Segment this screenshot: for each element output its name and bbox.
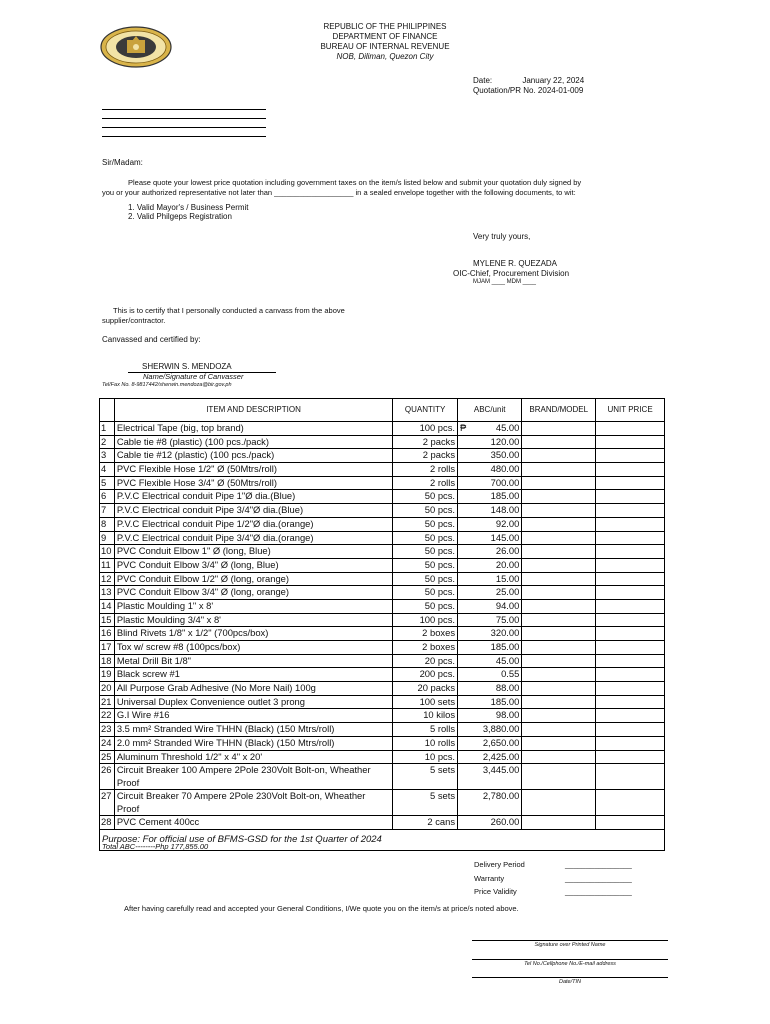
header-abc-unit: ABC/unit — [458, 399, 522, 422]
item-description: PVC Flexible Hose 1/2" Ø (50Mtrs/roll) — [114, 463, 392, 477]
item-description: 3.5 mm² Stranded Wire THHN (Black) (150 Mtrs/roll) — [114, 723, 392, 737]
item-number: 18 — [100, 654, 115, 668]
item-brand-model — [522, 435, 596, 449]
item-brand-model — [522, 723, 596, 737]
item-description: Blind Rivets 1/8" x 1/2" (700pcs/box) — [114, 627, 392, 641]
price-validity-label: Price Validity — [474, 887, 517, 896]
item-abc-unit: 320.00 — [458, 627, 522, 641]
item-abc-unit: 185.00 — [458, 695, 522, 709]
requirement-2: 2. Valid Philgeps Registration — [128, 212, 232, 221]
item-quantity: 50 pcs. — [393, 504, 458, 518]
price-validity-blank: ________________ — [565, 887, 632, 896]
table-body — [100, 422, 665, 830]
quotation-number: Quotation/PR No. 2024-01-009 — [473, 86, 584, 95]
date-block — [473, 76, 584, 86]
item-brand-model — [522, 695, 596, 709]
header-unit-price: UNIT PRICE — [596, 399, 665, 422]
table-row — [100, 816, 665, 830]
item-brand-model — [522, 709, 596, 723]
item-description: All Purpose Grab Adhesive (No More Nail) 100g — [114, 682, 392, 696]
table-row — [100, 558, 665, 572]
item-number: 2 — [100, 435, 115, 449]
table-row — [100, 545, 665, 559]
item-number: 14 — [100, 599, 115, 613]
item-description: P.V.C Electrical conduit Pipe 3/4"Ø dia.(Blue) — [114, 504, 392, 518]
item-brand-model — [522, 641, 596, 655]
date-tin-label: Date/TIN — [558, 979, 581, 985]
item-brand-model — [522, 531, 596, 545]
item-quantity: 50 pcs. — [393, 599, 458, 613]
item-number: 27 — [100, 790, 115, 816]
table-row — [100, 572, 665, 586]
item-unit-price — [596, 449, 665, 463]
item-number: 5 — [100, 476, 115, 490]
item-abc-unit: 98.00 — [458, 709, 522, 723]
item-quantity: 2 boxes — [393, 641, 458, 655]
item-brand-model — [522, 750, 596, 764]
item-abc-unit: 2,650.00 — [458, 736, 522, 750]
table-row — [100, 490, 665, 504]
salutation: Sir/Madam: — [102, 158, 143, 167]
item-brand-model — [522, 790, 596, 816]
table-row — [100, 504, 665, 518]
item-quantity: 20 pcs. — [393, 654, 458, 668]
request-paragraph-1: Please quote your lowest price quotation including government taxes on the item/s listed below and submit your quotation duly signed by — [128, 178, 582, 187]
table-row — [100, 695, 665, 709]
table-row — [100, 586, 665, 600]
item-abc-unit: 20.00 — [458, 558, 522, 572]
header-republic: REPUBLIC OF THE PHILIPPINES — [323, 22, 447, 31]
item-description: Circuit Breaker 100 Ampere 2Pole 230Volt Bolt-on, Wheather Proof — [114, 764, 392, 790]
item-description: Plastic Moulding 3/4" x 8' — [114, 613, 392, 627]
header-address: NOB, Diliman, Quezon City — [336, 52, 434, 61]
item-abc-unit: 15.00 — [458, 572, 522, 586]
warranty-blank: ________________ — [565, 873, 632, 883]
item-abc-unit: 26.00 — [458, 545, 522, 559]
item-quantity: 50 pcs. — [393, 558, 458, 572]
item-description: PVC Conduit Elbow 1/2" Ø (long, orange) — [114, 572, 392, 586]
item-quantity: 100 pcs. — [393, 422, 458, 436]
item-description: P.V.C Electrical conduit Pipe 3/4"Ø dia.(orange) — [114, 531, 392, 545]
item-description: Metal Drill Bit 1/8" — [114, 654, 392, 668]
item-quantity: 50 pcs. — [393, 572, 458, 586]
requirement-1: 1. Valid Mayor's / Business Permit — [128, 203, 249, 212]
item-abc-unit: 2,780.00 — [458, 790, 522, 816]
closing: Very truly yours, — [473, 232, 531, 241]
item-quantity: 5 sets — [393, 764, 458, 790]
item-abc-unit: 3,445.00 — [458, 764, 522, 790]
canvasser-contact: Tel/Fax No. 8-9817442/sherwin.mendoza@bir.gov.ph — [102, 382, 232, 388]
item-number: 24 — [100, 736, 115, 750]
addressee-line-1 — [102, 109, 266, 110]
addressee-line-2 — [102, 118, 266, 119]
item-brand-model — [522, 668, 596, 682]
terms-labels — [474, 858, 525, 899]
item-unit-price — [596, 723, 665, 737]
item-abc-unit: 120.00 — [458, 435, 522, 449]
item-unit-price — [596, 641, 665, 655]
table-row — [100, 463, 665, 477]
signature-printed-name-label: Signature over Printed Name — [534, 942, 606, 948]
item-abc-unit: 0.55 — [458, 668, 522, 682]
canvassed-label: Canvassed and certified by: — [102, 335, 201, 344]
date-label: Date: — [473, 76, 493, 85]
table-row — [100, 435, 665, 449]
item-unit-price — [596, 750, 665, 764]
table-row — [100, 627, 665, 641]
item-brand-model — [522, 586, 596, 600]
item-number: 16 — [100, 627, 115, 641]
item-brand-model — [522, 572, 596, 586]
item-brand-model — [522, 449, 596, 463]
item-abc-unit: 185.00 — [458, 490, 522, 504]
item-unit-price — [596, 558, 665, 572]
item-number: 21 — [100, 695, 115, 709]
item-number: 3 — [100, 449, 115, 463]
item-quantity: 5 rolls — [393, 723, 458, 737]
item-abc-unit: 92.00 — [458, 517, 522, 531]
table-row — [100, 736, 665, 750]
item-number: 13 — [100, 586, 115, 600]
item-brand-model — [522, 490, 596, 504]
item-unit-price — [596, 599, 665, 613]
item-description: PVC Conduit Elbow 3/4" Ø (long, Blue) — [114, 558, 392, 572]
item-abc-unit: 260.00 — [458, 816, 522, 830]
peso-sign: ₱ — [460, 422, 467, 433]
table-row — [100, 682, 665, 696]
item-brand-model — [522, 736, 596, 750]
header-quantity: QUANTITY — [393, 399, 458, 422]
item-unit-price — [596, 816, 665, 830]
table-row — [100, 790, 665, 816]
item-abc-unit: 700.00 — [458, 476, 522, 490]
item-brand-model — [522, 627, 596, 641]
table-row — [100, 641, 665, 655]
item-number: 1 — [100, 422, 115, 436]
item-number: 26 — [100, 764, 115, 790]
table-row — [100, 476, 665, 490]
item-quantity: 50 pcs. — [393, 531, 458, 545]
item-number: 9 — [100, 531, 115, 545]
item-quantity: 5 sets — [393, 790, 458, 816]
table-header-row — [100, 399, 665, 422]
item-number: 23 — [100, 723, 115, 737]
item-abc-unit: 25.00 — [458, 586, 522, 600]
item-unit-price — [596, 490, 665, 504]
addressee-line-3 — [102, 127, 266, 128]
date-value: January 22, 2024 — [522, 76, 585, 85]
total-abc: Total ABC--------Php 177,855.00 — [102, 842, 209, 851]
header-item-description: ITEM AND DESCRIPTION — [114, 399, 392, 422]
table-row — [100, 654, 665, 668]
signature-line-2 — [472, 959, 668, 960]
item-brand-model — [522, 682, 596, 696]
item-description: P.V.C Electrical conduit Pipe 1/2"Ø dia.(orange) — [114, 517, 392, 531]
table-row — [100, 449, 665, 463]
header-department: DEPARTMENT OF FINANCE — [332, 32, 438, 41]
header-bureau: BUREAU OF INTERNAL REVENUE — [320, 42, 450, 51]
item-number: 17 — [100, 641, 115, 655]
item-abc-unit: 3,880.00 — [458, 723, 522, 737]
item-quantity: 50 pcs. — [393, 517, 458, 531]
item-brand-model — [522, 504, 596, 518]
item-unit-price — [596, 531, 665, 545]
item-quantity: 10 pcs. — [393, 750, 458, 764]
item-quantity: 2 boxes — [393, 627, 458, 641]
item-quantity: 2 rolls — [393, 463, 458, 477]
item-unit-price — [596, 517, 665, 531]
request-paragraph-2: you or your authorized representative not later than ___________________ in a sealed envelope together with the following documents, to wit: — [102, 188, 576, 197]
item-number: 12 — [100, 572, 115, 586]
item-unit-price — [596, 668, 665, 682]
item-abc-unit: 45.00 — [458, 654, 522, 668]
item-number: 22 — [100, 709, 115, 723]
initials: MJAM ____ MDM ____ — [473, 279, 537, 285]
delivery-period-blank: ________________ — [565, 860, 632, 869]
table-row — [100, 750, 665, 764]
item-number: 7 — [100, 504, 115, 518]
item-brand-model — [522, 422, 596, 436]
item-abc-unit: 350.00 — [458, 449, 522, 463]
item-description: PVC Conduit Elbow 1" Ø (long, Blue) — [114, 545, 392, 559]
contact-label: Tel No./Cellphone No./E-mail address — [524, 961, 616, 967]
item-brand-model — [522, 764, 596, 790]
item-abc-unit: 88.00 — [458, 682, 522, 696]
item-unit-price — [596, 422, 665, 436]
item-number: 11 — [100, 558, 115, 572]
item-abc-unit — [458, 422, 522, 436]
item-number: 6 — [100, 490, 115, 504]
table-row — [100, 709, 665, 723]
item-brand-model — [522, 816, 596, 830]
warranty-label: Warranty — [474, 873, 505, 883]
item-quantity: 2 cans — [393, 816, 458, 830]
item-description: PVC Flexible Hose 3/4" Ø (50Mtrs/roll) — [114, 476, 392, 490]
item-unit-price — [596, 654, 665, 668]
item-description: Universal Duplex Convenience outlet 3 prong — [114, 695, 392, 709]
document-header — [0, 22, 770, 62]
item-description: PVC Conduit Elbow 3/4" Ø (long, orange) — [114, 586, 392, 600]
item-unit-price — [596, 545, 665, 559]
header-no — [100, 399, 115, 422]
item-unit-price — [596, 736, 665, 750]
item-abc-unit: 185.00 — [458, 641, 522, 655]
item-description: PVC Cement 400cc — [114, 816, 392, 830]
item-abc-unit: 145.00 — [458, 531, 522, 545]
item-unit-price — [596, 682, 665, 696]
item-quantity: 20 packs — [393, 682, 458, 696]
acceptance-statement: After having carefully read and accepted your General Conditions, I/We quote you on the item/s at price/s noted above. — [124, 904, 519, 913]
item-quantity: 100 sets — [393, 695, 458, 709]
item-abc-unit: 94.00 — [458, 599, 522, 613]
item-number: 20 — [100, 682, 115, 696]
item-number: 8 — [100, 517, 115, 531]
terms-blanks — [565, 858, 632, 899]
signature-line-1 — [472, 940, 668, 941]
item-brand-model — [522, 613, 596, 627]
table-row — [100, 668, 665, 682]
item-quantity: 50 pcs. — [393, 545, 458, 559]
certify-line-1: This is to certify that I personally conducted a canvass from the above — [113, 306, 345, 315]
item-quantity: 2 rolls — [393, 476, 458, 490]
item-brand-model — [522, 558, 596, 572]
item-number: 10 — [100, 545, 115, 559]
item-brand-model — [522, 599, 596, 613]
item-abc-unit: 75.00 — [458, 613, 522, 627]
signatory-title: OIC-Chief, Procurement Division — [453, 269, 570, 278]
table-row — [100, 723, 665, 737]
item-description: Plastic Moulding 1" x 8' — [114, 599, 392, 613]
item-quantity: 50 pcs. — [393, 586, 458, 600]
item-description: Black screw #1 — [114, 668, 392, 682]
item-unit-price — [596, 504, 665, 518]
item-description: G.I Wire #16 — [114, 709, 392, 723]
certify-line-2: supplier/contractor. — [102, 316, 166, 325]
item-brand-model — [522, 654, 596, 668]
table-row — [100, 764, 665, 790]
canvasser-role: Name/Signature of Canvasser — [143, 372, 244, 381]
item-abc-unit: 2,425.00 — [458, 750, 522, 764]
item-unit-price — [596, 572, 665, 586]
canvasser-name: SHERWIN S. MENDOZA — [142, 362, 232, 371]
item-description: P.V.C Electrical conduit Pipe 1"Ø dia.(Blue) — [114, 490, 392, 504]
item-unit-price — [596, 790, 665, 816]
item-description: Electrical Tape (big, top brand) — [114, 422, 392, 436]
header-brand-model: BRAND/MODEL — [522, 399, 596, 422]
table-row — [100, 517, 665, 531]
item-description: Cable tie #8 (plastic) (100 pcs./pack) — [114, 435, 392, 449]
signature-line-3 — [472, 977, 668, 978]
item-unit-price — [596, 613, 665, 627]
item-description: Circuit Breaker 70 Ampere 2Pole 230Volt Bolt-on, Wheather Proof — [114, 790, 392, 816]
item-number: 25 — [100, 750, 115, 764]
item-description: Tox w/ screw #8 (100pcs/box) — [114, 641, 392, 655]
item-unit-price — [596, 476, 665, 490]
signatory-name: MYLENE R. QUEZADA — [473, 259, 558, 268]
item-quantity: 50 pcs. — [393, 490, 458, 504]
item-description: Aluminum Threshold 1/2" x 4" x 20' — [114, 750, 392, 764]
purpose-text: Purpose: For official use of BFMS-GSD for the 1st Quarter of 2024 — [100, 829, 665, 850]
delivery-period-label: Delivery Period — [474, 860, 525, 869]
item-description: Cable tie #12 (plastic) (100 pcs./pack) — [114, 449, 392, 463]
item-unit-price — [596, 435, 665, 449]
item-brand-model — [522, 517, 596, 531]
table-row — [100, 599, 665, 613]
item-quantity: 10 rolls — [393, 736, 458, 750]
item-brand-model — [522, 463, 596, 477]
item-brand-model — [522, 476, 596, 490]
table-row — [100, 531, 665, 545]
item-abc-unit: 480.00 — [458, 463, 522, 477]
item-quantity: 100 pcs. — [393, 613, 458, 627]
table-row — [100, 422, 665, 436]
table-row — [100, 613, 665, 627]
item-quantity: 10 kilos — [393, 709, 458, 723]
item-unit-price — [596, 627, 665, 641]
item-unit-price — [596, 764, 665, 790]
abc-value: 45.00 — [495, 422, 520, 433]
addressee-line-4 — [102, 136, 266, 137]
item-quantity: 2 packs — [393, 449, 458, 463]
item-number: 15 — [100, 613, 115, 627]
item-quantity: 200 pcs. — [393, 668, 458, 682]
item-unit-price — [596, 709, 665, 723]
item-unit-price — [596, 695, 665, 709]
item-quantity: 2 packs — [393, 435, 458, 449]
item-unit-price — [596, 586, 665, 600]
item-description: 2.0 mm² Stranded Wire THHN (Black) (150 Mtrs/roll) — [114, 736, 392, 750]
items-table — [99, 398, 665, 851]
item-number: 19 — [100, 668, 115, 682]
item-number: 28 — [100, 816, 115, 830]
item-brand-model — [522, 545, 596, 559]
item-abc-unit: 148.00 — [458, 504, 522, 518]
item-unit-price — [596, 463, 665, 477]
item-number: 4 — [100, 463, 115, 477]
